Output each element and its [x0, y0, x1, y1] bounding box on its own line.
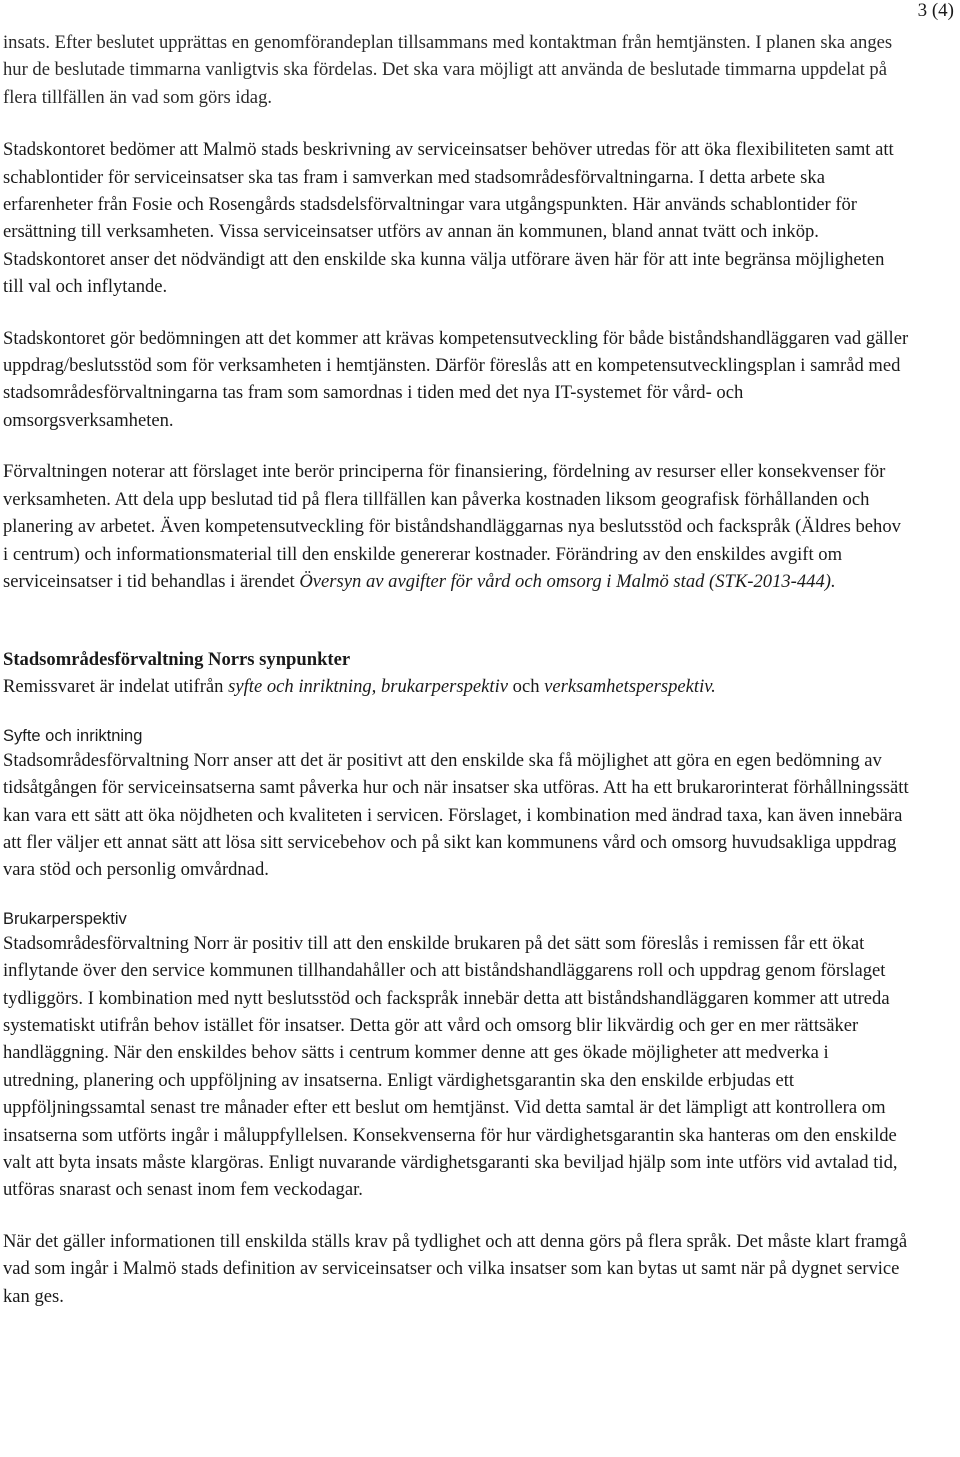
- section-heading: Stadsområdesförvaltning Norrs synpunkter: [3, 649, 351, 671]
- paragraph-kompetensutveckling: Stadskontoret gör bedömningen att det kommer att krävas kompetensutveckling för både biståndshandläggaren vad gäller uppdrag/beslutsstöd som för verksamheten i hemtjänsten. Därför föreslås att en kompetensutvecklingsplan i samråd med stadsområdesförvaltningarna tas fram som samordnas i tiden med det nya IT-systemet för vård- och omsorgsverksamheten.: [3, 327, 909, 431]
- document-body: [3, 29, 909, 1310]
- paragraph-text: Förvaltningen noterar att förslaget inte berör principerna för finansiering, fördelning av resurser eller konsekvenser för verksamheten. Att dela upp beslutad tid på flera tillfällen kan påverka kostnaden liksom geografisk förhållanden och planering av arbetet. Även kompetensutveckling för biståndshandläggarnas nya beslutsstöd och fackspråk (Äldres behov i centrum) och informationsmaterial till den enskilde genererar kostnader. Förändring av den enskildes avgift om serviceinsatser i tid behandlas i ärendet: [3, 461, 901, 592]
- paragraph-forvaltningen-noterar: [3, 458, 909, 595]
- page-number: 3 (4): [917, 0, 954, 21]
- paragraph-insats: insats. Efter beslutet upprättas en genomförandeplan tillsammans med kontaktman från hemtjänsten. I planen ska anges hur de beslutade timmarna vanligtvis ska fördelas. Det ska vara möjligt att använda de beslutade timmarna uppdelat på flera tillfällen än vad som görs idag.: [3, 32, 893, 108]
- intro-italic-2: verksamhetsperspektiv.: [544, 676, 716, 698]
- intro-italic-1: syfte och inriktning, brukarperspektiv: [228, 676, 509, 698]
- intro-text-b: och: [508, 676, 545, 698]
- reference-title: Översyn av avgifter för vård och omsorg i Malmö stad (STK-2013-444).: [299, 570, 836, 592]
- paragraph-syfte: Stadsområdesförvaltning Norr anser att det är positivt att den enskilde ska få möjlighet att göra en egen bedömning av tidsåtgången för serviceinsatserna samt påverka hur och när insatser ska utföras. Att ha ett brukarorinterat förhållningssätt kan vara ett sätt att öka nöjdheten och kvaliteten i servicen. Förslaget, i kombination med ändrad taxa, kan även innebära att fler väljer ett annat sätt att lösa sitt servicebehov och på sikt kan kommunens vård och omsorg huvudsakliga uppdrag vara stöd och personlig omvårdnad.: [3, 749, 909, 881]
- section-intro: [3, 673, 909, 700]
- intro-text-a: Remissvaret är indelat utifrån: [3, 676, 229, 698]
- paragraph-brukarperspektiv: Stadsområdesförvaltning Norr är positiv till att den enskilde brukaren på det sätt som föreslås i remissen får ett ökat inflytande över den service kommunen tillhandahåller och att biståndshandläggarens roll och uppdrag genom förslaget tydliggörs. I kombination med nytt beslutsstöd och fackspråk innebär detta att biståndshandläggaren kommer att utreda systematiskt utifrån behov istället för insatser. Detta gör att vård och omsorg blir likvärdig och ger en mer rättsäker handläggning. När den enskildes behov sätts i centrum kommer denne att ges ökade möjligheter att medverka i utredning, planering och uppföljning av insatserna. Enligt värdighetsgarantin ska den enskilde erbjudas ett uppföljningssamtal senast tre månader efter ett beslut om hemtjänst. Vid detta samtal är det lämpligt att kontrollera om insatserna som utförts ingår i måluppfyllelsen. Konsekvenserna för hur värdighetsgarantin ska hanteras om den enskilde valt att byta insats måste klargöras. Enligt nuvarande värdighetsgaranti ska beviljad hjälp som inte utförs vid avtalad tid, utföras snarast och senast inom fem veckodagar.: [3, 932, 898, 1201]
- paragraph-stadskontoret-bedomer: Stadskontoret bedömer att Malmö stads beskrivning av serviceinsatser behöver utredas för att öka flexibiliteten samt att schablontider för serviceinsatser ska tas fram i samverkan med stadsområdesförvaltningarna. I detta arbete ska erfarenheter från Fosie och Rosengårds stadsdelsförvaltningar vara utgångspunkten. Här används schablontider för ersättning till verksamheten. Vissa serviceinsatser utförs av annan än kommunen, bland annat tvätt och inköp. Stadskontoret anser det nödvändigt att den enskilde ska kunna välja utförare även här för att inte begränsa möjligheten till val och inflytande.: [3, 139, 894, 298]
- subheading-syfte: Syfte och inriktning: [3, 726, 143, 745]
- paragraph-information: När det gäller informationen till enskilda ställs krav på tydlighet och att denna görs på flera språk. Det måste klart framgå vad som ingår i Malmö stads definition av serviceinsatser och vilka insatser som kan bytas ut samt när på dygnet service kan ges.: [3, 1230, 908, 1307]
- subheading-brukarperspektiv: Brukarperspektiv: [3, 909, 127, 928]
